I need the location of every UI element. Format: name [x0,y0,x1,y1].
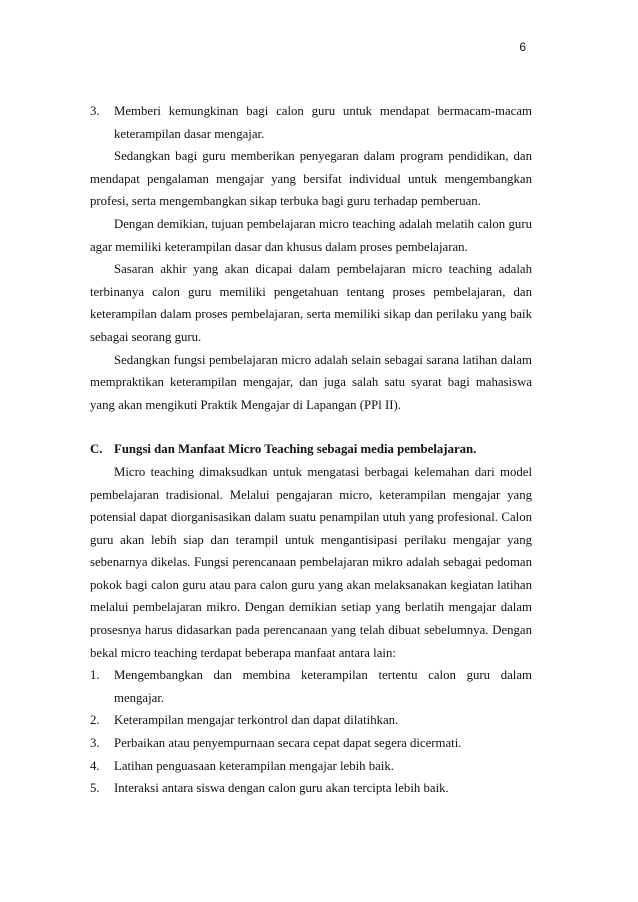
list-number: 4. [90,758,100,773]
list-text: Keterampilan mengajar terkontrol dan dapat dilatihkan. [114,713,399,728]
section-heading [90,438,532,461]
list-number: 1. [90,668,100,683]
list-number: 5. [90,781,100,796]
list-text: Perbaikan atau penyempurnaan secara cepat dapat segera dicermati. [114,736,462,751]
benefits-list [90,664,532,800]
list-text: Interaksi antara siswa dengan calon guru akan tercipta lebih baik. [114,781,449,796]
list-number: 2. [90,713,100,728]
list-number: 3. [90,104,100,118]
paragraph-guru: Sedangkan bagi guru memberikan penyegaran dalam program pendidikan, dan mendapat pengalaman mengajar yang bersifat individual untuk mengembangkan profesi, serta mengembangkan sikap terbuka bagi guru terhadap pemberuan. [90,149,532,209]
list-text: Latihan penguasaan keterampilan mengajar lebih baik. [114,758,394,773]
paragraph-tujuan: Dengan demikian, tujuan pembelajaran micro teaching adalah melatih calon guru agar memiliki keterampilan dasar dan khusus dalam proses pembelajaran. [90,216,532,254]
section-label: C. [90,442,103,457]
list-text: Memberi kemungkinan bagi calon guru untuk mendapat bermacam-macam keterampilan dasar mengajar. [114,104,532,141]
list-item [90,732,532,755]
paragraph-micro-teaching: Micro teaching dimaksudkan untuk mengatasi berbagai kelemahan dari model pembelajaran tradisional. Melalui pengajaran micro, keterampilan mengajar yang potensial dapat diorganisasikan dalam suatu penampilan utuh yang profesional. Calon guru akan lebih siap dan terampil untuk mengantisipasi perilaku mengajar yang sebenarnya dikelas. Fungsi perencanaan pembelajaran mikro adalah sebagai pedoman pokok bagi calon guru atau para calon guru yang akan melaksanakan kegiatan latihan melalui pembelajaran mikro. Dengan demikian setiap yang berlatih mengajar dalam prosesnya harus didasarkan pada perencanaan yang telah dibuat sebelumnya. Dengan bekal micro teaching terdapat beberapa manfaat antara lain: [90,464,532,660]
list-item [90,777,532,800]
list-item [90,755,532,778]
list-item-3 [90,100,532,145]
section-title: Fungsi dan Manfaat Micro Teaching sebagai media pembelajaran. [114,442,477,457]
list-item [90,709,532,732]
list-number: 3. [90,736,100,751]
list-text: Mengembangkan dan membina keterampilan tertentu calon guru dalam mengajar. [114,668,532,705]
paragraph-fungsi: Sedangkan fungsi pembelajaran micro adalah selain sebagai sarana latihan dalam mempraktikan keterampilan mengajar, dan juga salah satu syarat bagi mahasiswa yang akan mengikuti Praktik Mengajar di Lapangan (PPl II). [90,352,532,412]
paragraph-sasaran: Sasaran akhir yang akan dicapai dalam pembelajaran micro teaching adalah terbinanya calon guru memiliki pengetahuan tentang proses pembelajaran, dan keterampilan dalam proses pembelajaran, serta memiliki sikap dan perilaku yang baik sebagai seorang guru. [90,262,532,344]
page-number: 6 [519,40,526,54]
list-item [90,664,532,709]
document-body [90,100,532,800]
